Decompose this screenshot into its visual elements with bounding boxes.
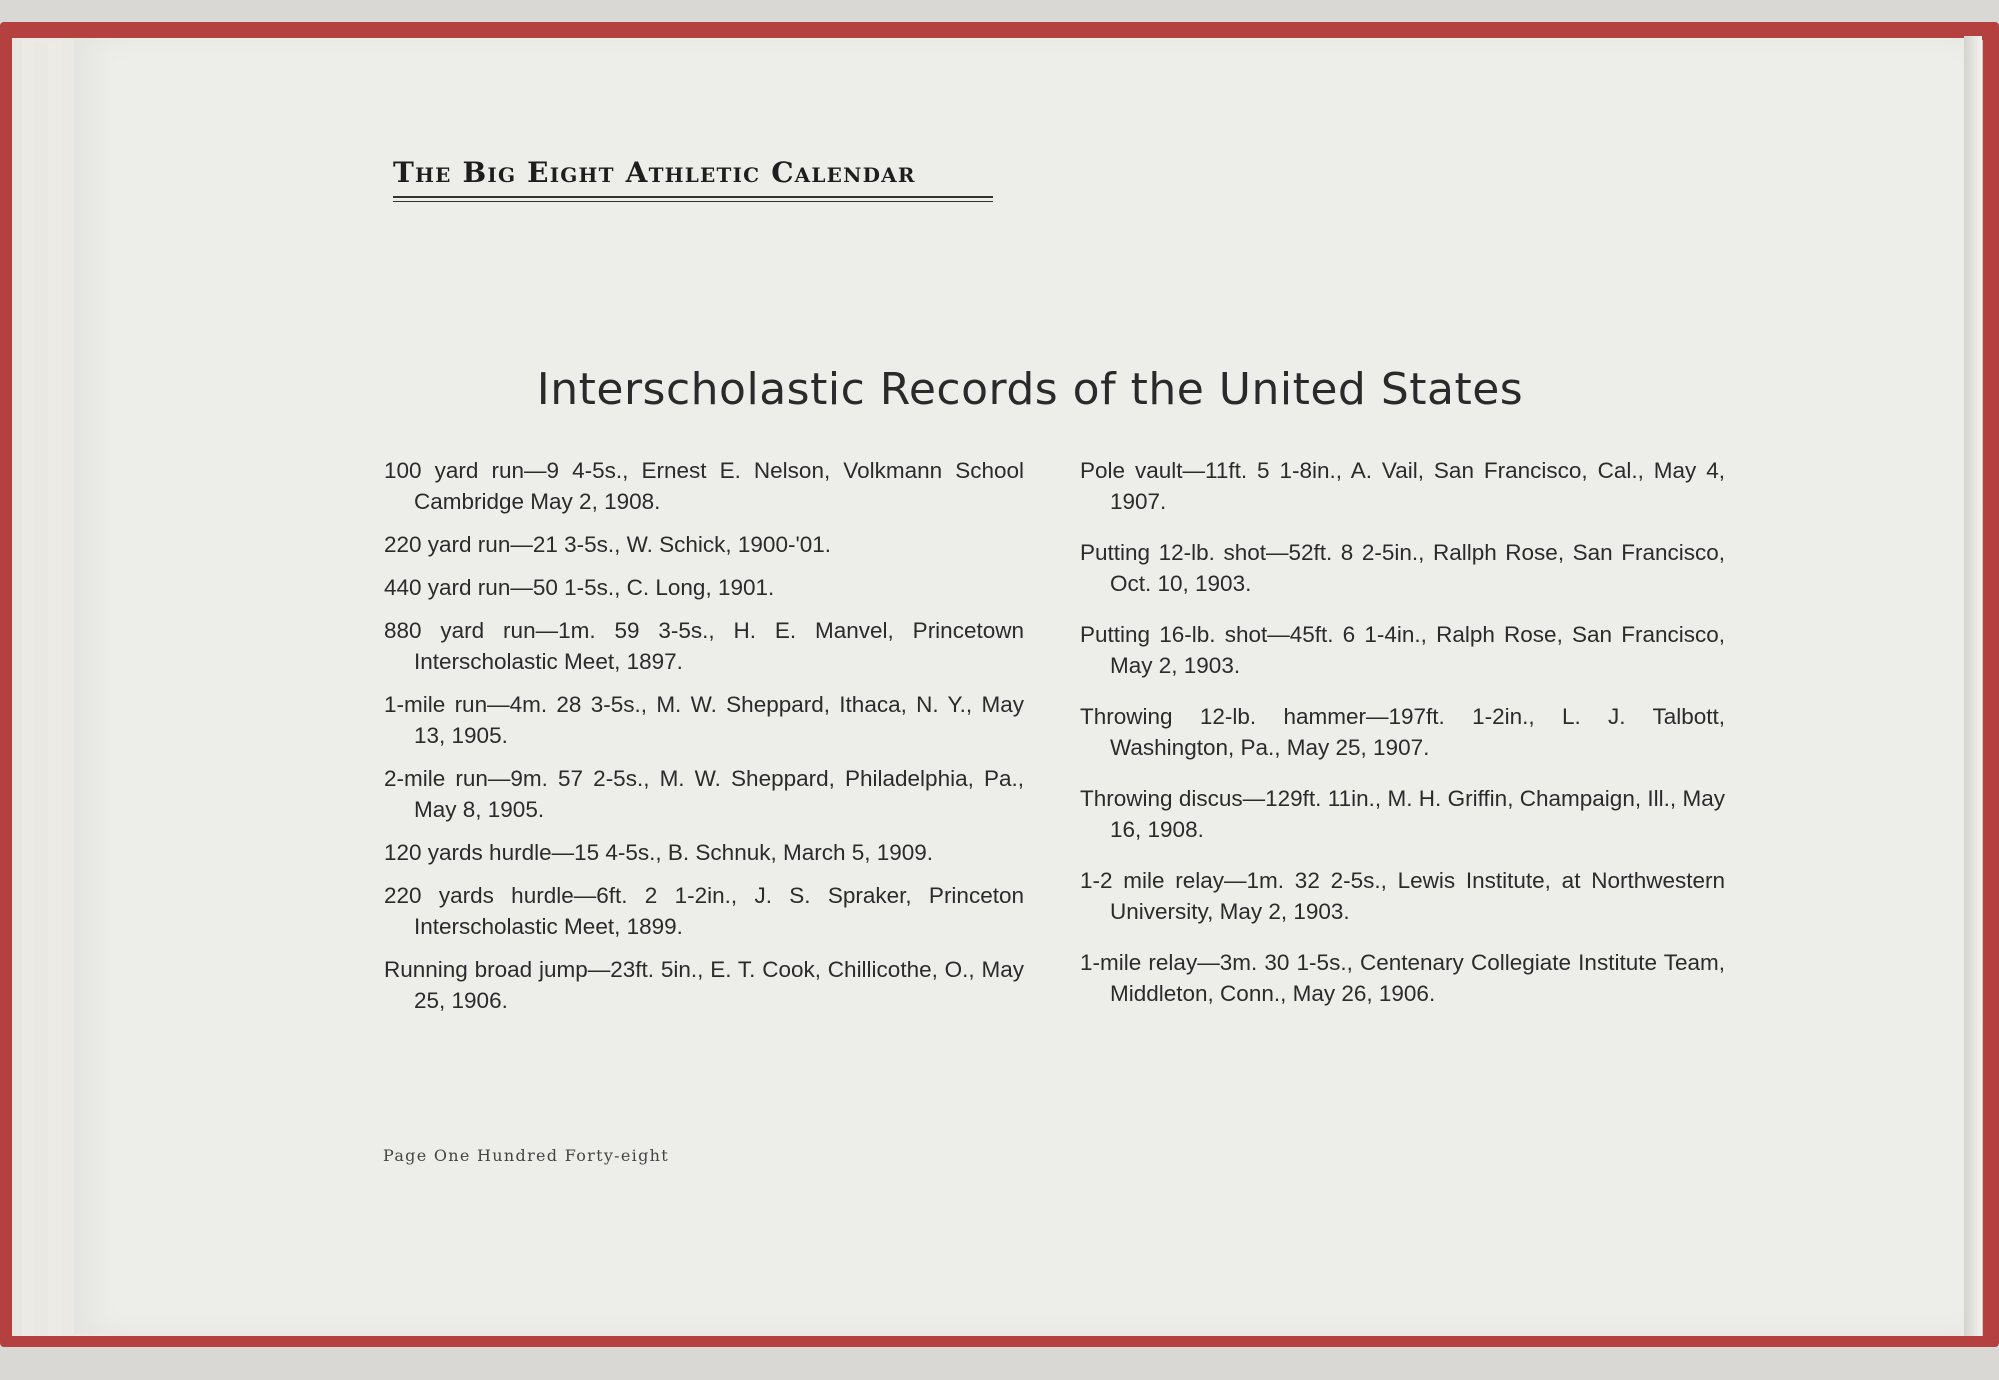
- record-entry: 120 yards hurdle—15 4-5s., B. Schnuk, March 5, 1909.: [384, 840, 934, 865]
- records-right-column: [1080, 455, 1725, 1029]
- record-entry: 880 yard run—1m. 59 3-5s., H. E. Manvel, Princetown Interscholastic Meet, 1897.: [384, 618, 1024, 674]
- record-entry: Throwing 12-lb. hammer—197ft. 1-2in., L. J. Talbott, Washington, Pa., May 25, 1907.: [1080, 704, 1725, 760]
- running-head: The Big Eight Athletic Calendar: [393, 156, 916, 189]
- record-entry: 220 yards hurdle—6ft. 2 1-2in., J. S. Spraker, Princeton Interscholastic Meet, 1899.: [384, 883, 1024, 939]
- binding-gutter: [1964, 36, 1982, 1336]
- record-entry: Running broad jump—23ft. 5in., E. T. Cook, Chillicothe, O., May 25, 1906.: [384, 957, 1024, 1013]
- record-entry: 100 yard run—9 4-5s., Ernest E. Nelson, Volkmann School Cambridge May 2, 1908.: [384, 458, 1024, 514]
- record-entry: 440 yard run—50 1-5s., C. Long, 1901.: [384, 575, 775, 600]
- record-entry: 1-mile relay—3m. 30 1-5s., Centenary Collegiate Institute Team, Middleton, Conn., May 26, 1906.: [1080, 950, 1725, 1006]
- records-left-column: [384, 455, 1024, 1028]
- record-entry: Throwing discus—129ft. 11in., M. H. Griffin, Champaign, Ill., May 16, 1908.: [1080, 786, 1725, 842]
- record-entry: Putting 12-lb. shot—52ft. 8 2-5in., Rallph Rose, San Francisco, Oct. 10, 1903.: [1080, 540, 1725, 596]
- running-head-rule: [393, 196, 993, 198]
- record-entry: 220 yard run—21 3-5s., W. Schick, 1900-'01.: [384, 532, 832, 557]
- record-entry: 2-mile run—9m. 57 2-5s., M. W. Sheppard, Philadelphia, Pa., May 8, 1905.: [384, 766, 1024, 822]
- record-entry: Pole vault—11ft. 5 1-8in., A. Vail, San Francisco, Cal., May 4, 1907.: [1080, 458, 1725, 514]
- record-entry: 1-2 mile relay—1m. 32 2-5s., Lewis Institute, at Northwestern University, May 2, 1903.: [1080, 868, 1725, 924]
- record-entry: Putting 16-lb. shot—45ft. 6 1-4in., Ralph Rose, San Francisco, May 2, 1903.: [1080, 622, 1725, 678]
- page-number: Page One Hundred Forty-eight: [383, 1146, 669, 1165]
- record-entry: 1-mile run—4m. 28 3-5s., M. W. Sheppard, Ithaca, N. Y., May 13, 1905.: [384, 692, 1024, 748]
- page-title: Interscholastic Records of the United States: [536, 364, 1524, 415]
- running-head-rule: [393, 201, 993, 202]
